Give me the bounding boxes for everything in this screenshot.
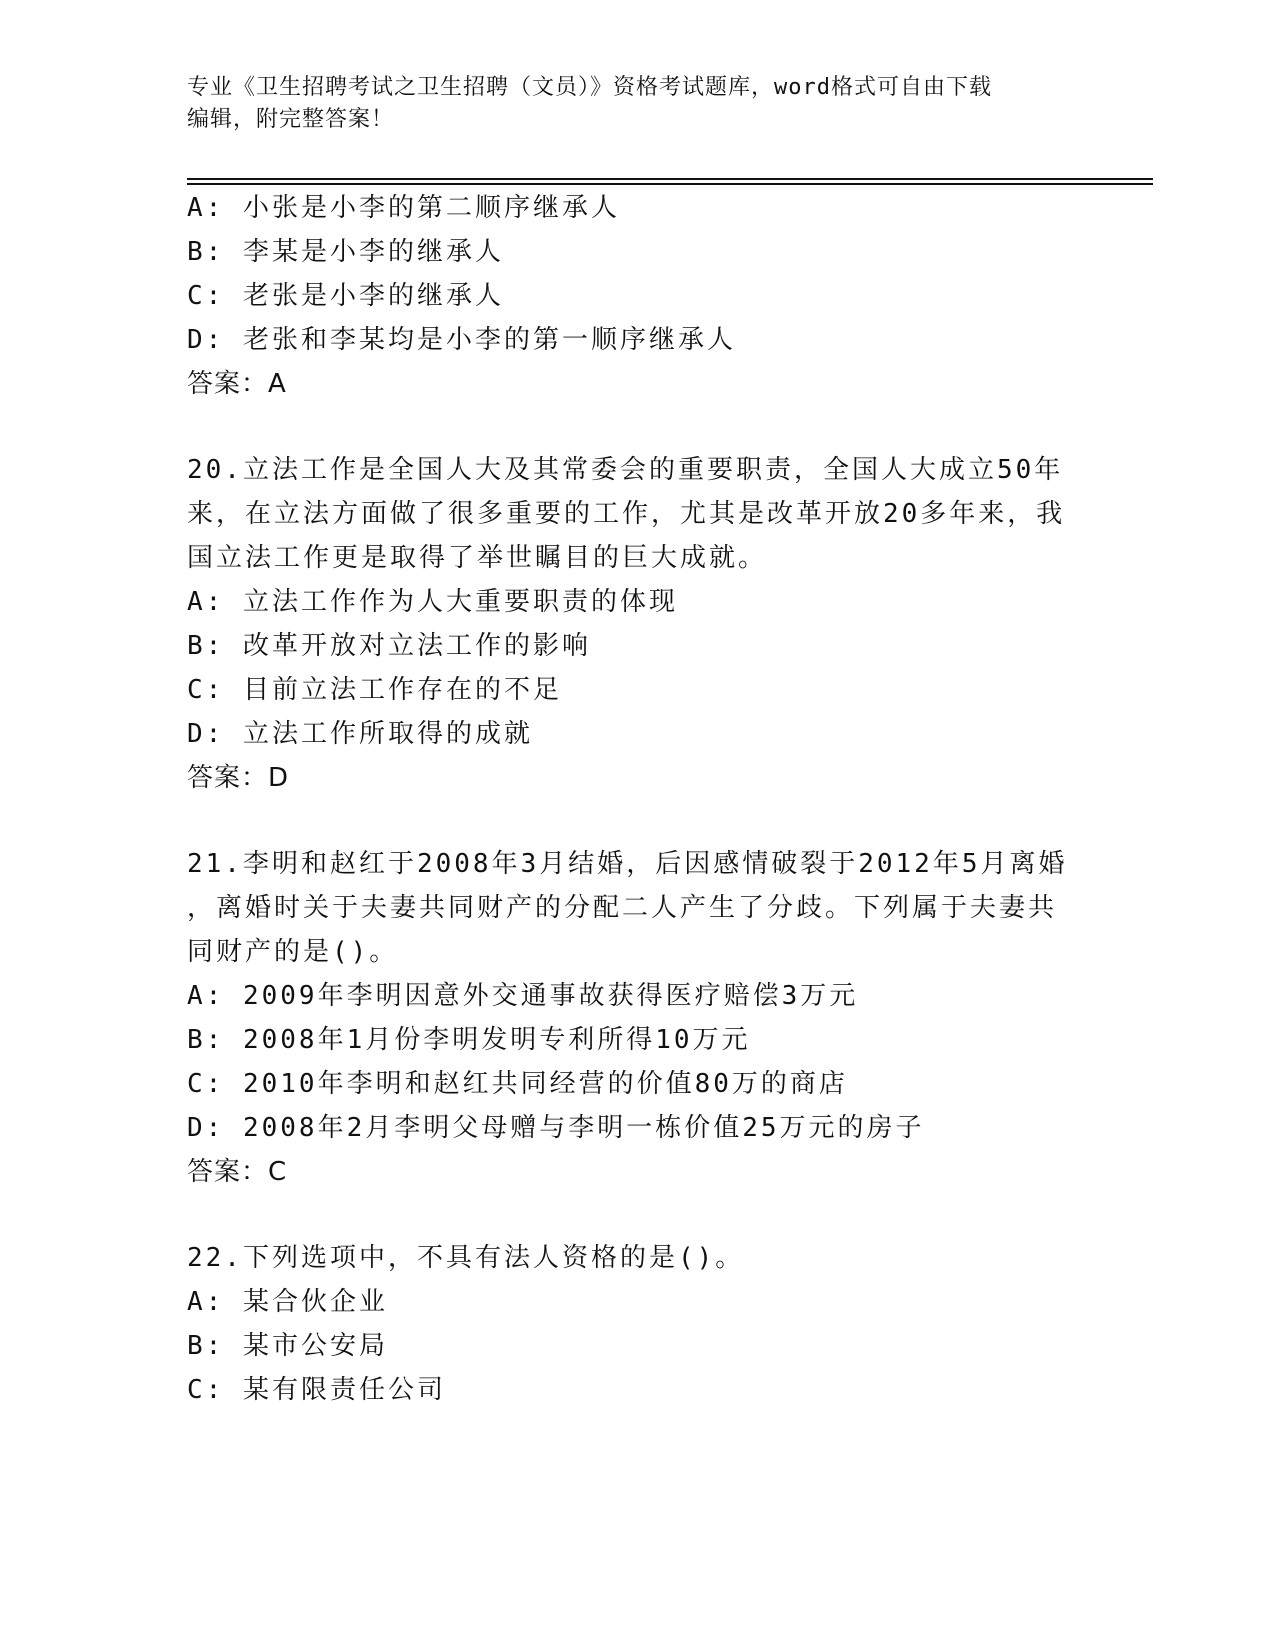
q20-option-d: D: 立法工作所取得的成就	[187, 719, 533, 749]
q20-stem-line-2: 来，在立法方面做了很多重要的工作，尤其是改革开放20多年来，我	[187, 499, 1066, 529]
q20-option-a: A: 立法工作作为人大重要职责的体现	[187, 587, 678, 617]
q21-answer: 答案：C	[187, 1157, 288, 1187]
q21-option-a: A: 2009年李明因意外交通事故获得医疗赔偿3万元	[187, 981, 859, 1011]
q19-option-d: D: 老张和李某均是小李的第一顺序继承人	[187, 325, 736, 355]
q20-stem-line-1: 20.立法工作是全国人大及其常委会的重要职责，全国人大成立50年	[187, 455, 1064, 485]
q22-stem-line-1: 22.下列选项中，不具有法人资格的是()。	[187, 1243, 745, 1273]
header-divider-top	[187, 178, 1153, 180]
q22-option-b: B: 某市公安局	[187, 1331, 388, 1361]
header-line-1: 专业《卫生招聘考试之卫生招聘（文员）》资格考试题库，word格式可自由下载	[187, 75, 992, 100]
q21-option-c: C: 2010年李明和赵红共同经营的价值80万的商店	[187, 1069, 848, 1099]
q19-option-b: B: 李某是小李的继承人	[187, 237, 504, 267]
q21-stem-line-1: 21.李明和赵红于2008年3月结婚，后因感情破裂于2012年5月离婚	[187, 849, 1068, 879]
q19-answer: 答案：A	[187, 369, 287, 399]
q21-option-b: B: 2008年1月份李明发明专利所得10万元	[187, 1025, 751, 1055]
q22-option-c: C: 某有限责任公司	[187, 1375, 446, 1405]
q19-option-c: C: 老张是小李的继承人	[187, 281, 504, 311]
q21-option-d: D: 2008年2月李明父母赠与李明一栋价值25万元的房子	[187, 1113, 925, 1143]
q21-stem-line-2: ，离婚时关于夫妻共同财产的分配二人产生了分歧。下列属于夫妻共	[187, 893, 1058, 923]
q22-option-a: A: 某合伙企业	[187, 1287, 388, 1317]
q20-answer: 答案：D	[187, 763, 290, 793]
q21-stem-line-3: 同财产的是()。	[187, 937, 399, 967]
q20-stem-line-3: 国立法工作更是取得了举世瞩目的巨大成就。	[187, 543, 768, 573]
q19-option-a: A: 小张是小李的第二顺序继承人	[187, 193, 620, 223]
header-divider-bottom	[187, 183, 1153, 185]
header-line-2: 编辑，附完整答案！	[187, 107, 395, 132]
q20-option-c: C: 目前立法工作存在的不足	[187, 675, 562, 705]
q20-option-b: B: 改革开放对立法工作的影响	[187, 631, 591, 661]
document-header	[187, 72, 1087, 136]
